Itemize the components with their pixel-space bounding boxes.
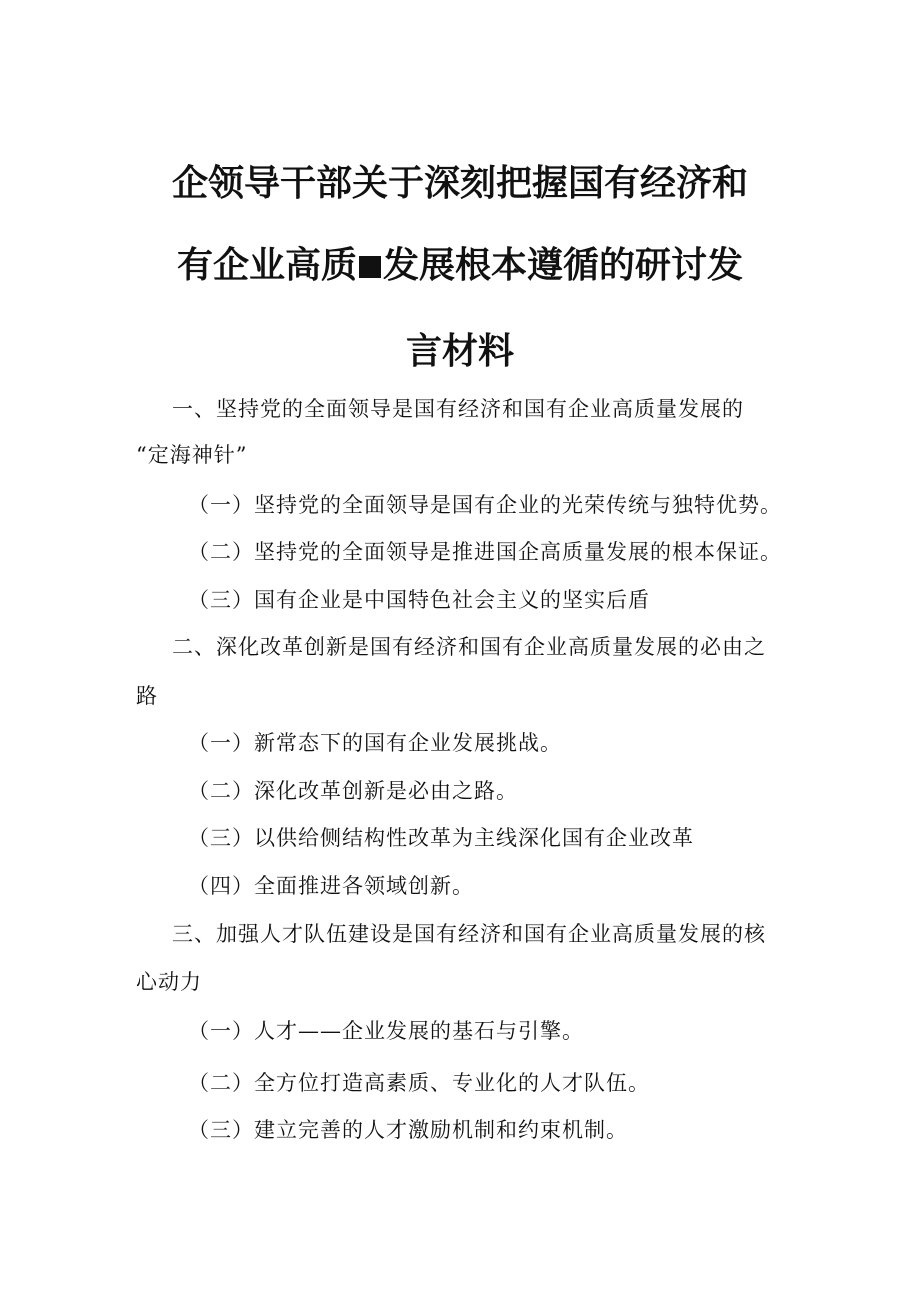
- document-title-line-1: 企领导干部关于深刻把握国有经济和: [171, 163, 748, 204]
- section-2-heading-line-2: 路: [136, 684, 158, 708]
- document-title-line-3: 言材料: [405, 331, 514, 372]
- section-1-item-2: （二）坚持党的全面领导是推进国企高质量发展的根本保证。: [188, 540, 782, 564]
- section-2-item-3: （三）以供给侧结构性改革为主线深化国有企业改革: [188, 826, 694, 850]
- section-2-item-2: （二）深化改革创新是必由之路。: [188, 779, 518, 803]
- section-1-heading-line-2: “定海神针”: [136, 443, 248, 467]
- section-3-heading-line-2: 心动力: [136, 970, 202, 994]
- section-2-item-4: （四）全面推进各领域创新。: [188, 874, 474, 898]
- section-1-heading-line-1: 一、坚持党的全面领导是国有经济和国有企业高质量发展的: [172, 397, 744, 421]
- section-1-item-3: （三）国有企业是中国特色社会主义的坚实后盾: [188, 588, 650, 612]
- section-3-heading-line-1: 三、加强人才队伍建设是国有经济和国有企业高质量发展的核: [172, 922, 766, 946]
- missing-glyph-box: [359, 256, 381, 278]
- section-2-heading-line-1: 二、深化改革创新是国有经济和国有企业高质量发展的必由之: [172, 635, 766, 659]
- title-line-2-start: 有企业高质: [176, 245, 357, 286]
- section-1-item-1: （一）坚持党的全面领导是国有企业的光荣传统与独特优势。: [188, 493, 782, 517]
- section-3-item-2: （二）全方位打造高素质、专业化的人才队伍。: [188, 1071, 650, 1095]
- section-3-item-1: （一）人才——企业发展的基石与引擎。: [188, 1019, 584, 1043]
- title-line-2-end: 发展根本遵循的研讨发: [383, 245, 744, 286]
- section-2-item-1: （一）新常态下的国有企业发展挑战。: [188, 731, 562, 755]
- document-title-line-2: [0, 244, 920, 288]
- section-3-item-3: （三）建立完善的人才激励机制和约束机制。: [188, 1118, 628, 1142]
